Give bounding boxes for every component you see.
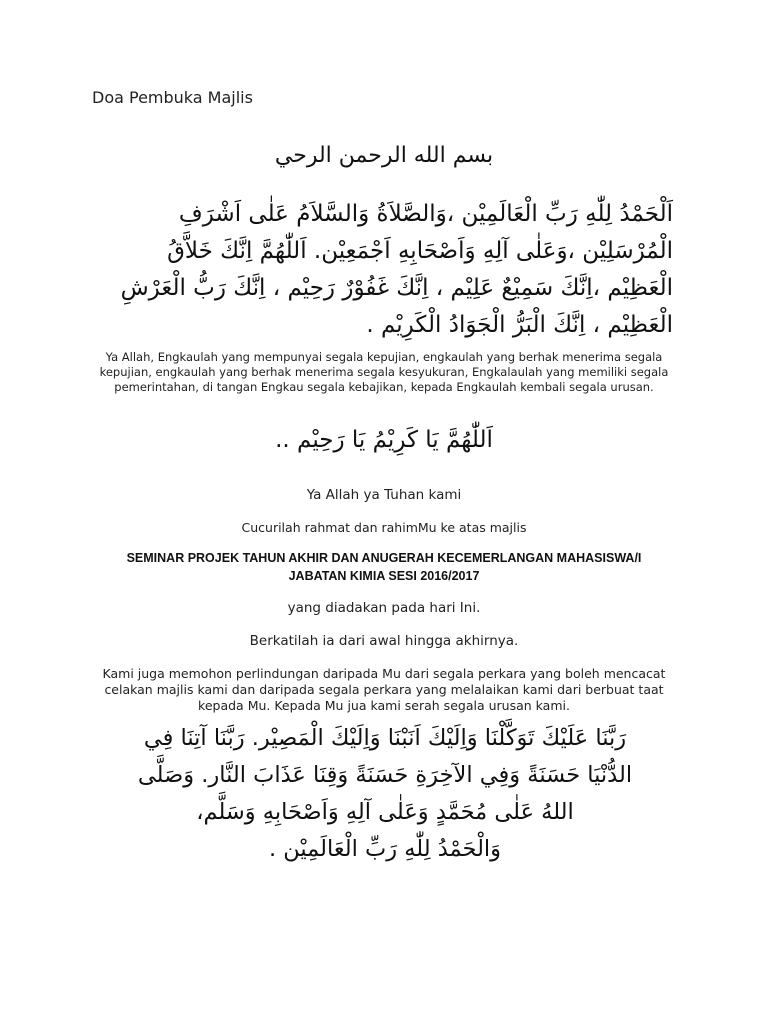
arabic-line: اَلْحَمْدُ لِلّٰهِ رَبِّ الْعَالَمِيْن ،وَالصَّلاَةُ وَالسَّلاَمُ عَلٰى اَشْرَفِ: [178, 201, 673, 227]
arabic-closing-prayer: [120, 720, 650, 868]
bismillah-text: بسم الله الرحمن الرحي: [274, 143, 494, 168]
arabic-line: الْعَظِيْم ، اِنَّكَ الْبَرُّ الْجَوَادُ الْكَرِيْم .: [366, 312, 673, 338]
line-diadakan: yang diadakan pada hari Ini.: [287, 600, 481, 616]
seminar-heading-line-1: SEMINAR PROJEK TAHUN AKHIR DAN ANUGERAH KECEMERLANGAN MAHASISWA/I: [126, 551, 642, 565]
line-ya-allah: Ya Allah ya Tuhan kami: [306, 487, 462, 503]
arabic-line: وَالْحَمْدُ لِلّٰهِ رَبِّ الْعَالَمِيْن .: [268, 836, 502, 862]
seminar-heading: [60, 549, 708, 585]
document-title: Doa Pembuka Majlis: [92, 88, 253, 107]
arabic-line: الدُّنْيَا حَسَنَةً وَفِي الآخِرَةِ حَسَنَةً وَقِنَا عَذَابَ النَّار. وَصَلَّى: [137, 762, 633, 788]
arabic-line: رَبَّنَا عَلَيْكَ تَوَكَّلْنَا وَاِلَيْكَ اَنَبْنَا وَاِلَيْكَ الْمَصِيْر. رَبَّنَا آتِنَا فِي: [143, 725, 627, 751]
arabic-invocation: اَللّٰهُمَّ يَا كَرِيْمُ يَا رَحِيْم ..: [275, 427, 493, 453]
line-cucurilah: Cucurilah rahmat dan rahimMu ke atas majlis: [241, 520, 527, 535]
arabic-opening-prayer: [95, 196, 673, 344]
seminar-heading-line-2: JABATAN KIMIA SESI 2016/2017: [288, 569, 480, 583]
arabic-line: الْمُرْسَلِيْن ،وَعَلٰى آلِهِ وَاَصْحَابِهِ اَجْمَعِيْن. اَللّٰهُمَّ اِنَّكَ خَلاَّقُ: [167, 238, 673, 264]
malay-translation: Ya Allah, Engkaulah yang mempunyai segala kepujian, engkaulah yang berhak menerima segala kepujian, engkaulah yang berhak menerima segala kesyukuran, Engkalaulah yang memiliki segala pemerintahan, di tangan Engkau segala kebajikan, kepada Engkaulah kembali segala urusan.: [99, 350, 669, 394]
arabic-line: اللهُ عَلٰى مُحَمَّدٍ وَعَلٰى آلِهِ وَاَصْحَابِهِ وَسَلَّم،: [196, 799, 574, 825]
line-berkatilah: Berkatilah ia dari awal hingga akhirnya.: [249, 633, 519, 649]
arabic-line: الْعَظِيْم ،اِنَّكَ سَمِيْعٌ عَلِيْم ، اِنَّكَ غَفُوْرٌ رَحِيْم ، اِنَّكَ رَبُّ الْعَرْشِ: [120, 275, 673, 301]
paragraph-memohon: Kami juga memohon perlindungan daripada Mu dari segala perkara yang boleh mencacat celakan majlis kami dan daripada segala perkara yang melalaikan kami dari berbuat taat kepada Mu. Kepada Mu jua kami serah segala urusan kami.: [102, 666, 666, 713]
